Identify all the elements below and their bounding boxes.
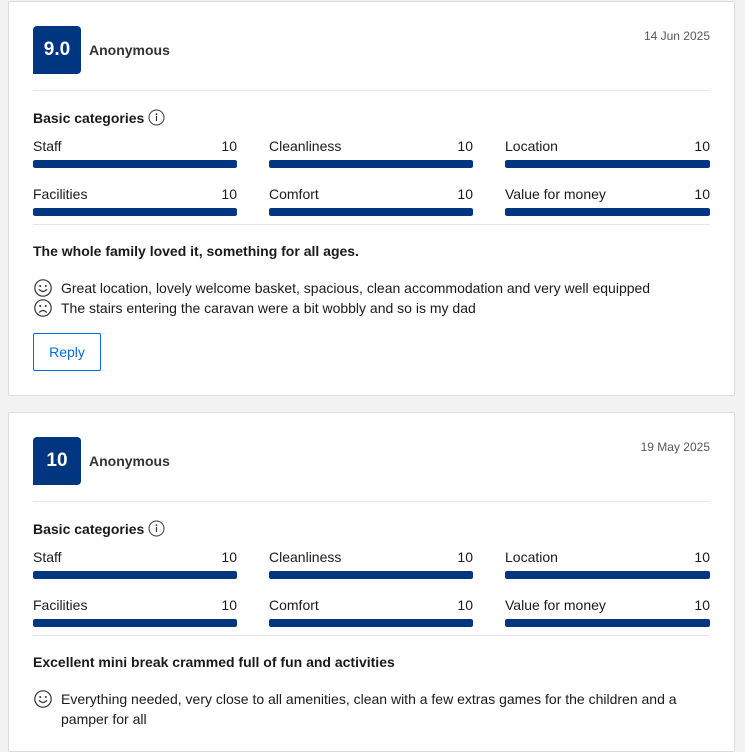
category-score-bar	[505, 208, 710, 216]
category-score-bar	[33, 160, 237, 168]
category-score-fill	[269, 619, 473, 627]
positive-comment-text: Great location, lovely welcome basket, spacious, clean accommodation and very well equipped	[61, 280, 651, 296]
category-name: Staff	[33, 549, 62, 565]
category-name: Cleanliness	[269, 549, 342, 565]
category-score-fill	[269, 571, 473, 579]
category-score-fill	[33, 619, 237, 627]
category-score-fill	[269, 160, 473, 168]
category-score: 10	[694, 138, 710, 154]
reviewer-name: Anonymous	[89, 42, 170, 58]
category-value-for-money	[505, 186, 710, 220]
category-scores	[33, 138, 712, 220]
positive-comment-text: Everything needed, very close to all amenities, clean with a few extras games for the children and a pamper for all	[61, 691, 677, 727]
category-name: Location	[505, 549, 558, 565]
category-score-bar	[505, 160, 710, 168]
review-score-badge: 9.0	[33, 26, 81, 74]
category-score-fill	[33, 571, 237, 579]
review-date: 19 May 2025	[640, 440, 710, 454]
category-score: 10	[694, 597, 710, 613]
category-score-bar	[505, 571, 710, 579]
category-name: Comfort	[269, 186, 319, 202]
category-name: Staff	[33, 138, 62, 154]
category-score-bar	[269, 571, 473, 579]
category-value-for-money	[505, 597, 710, 631]
category-name: Location	[505, 138, 558, 154]
category-comfort	[269, 597, 473, 631]
category-score: 10	[221, 138, 237, 154]
category-facilities	[33, 597, 237, 631]
category-score: 10	[457, 597, 473, 613]
review-score-badge: 10	[33, 437, 81, 485]
category-name: Value for money	[505, 186, 606, 202]
smiley-face-icon	[33, 689, 53, 709]
categories-heading	[33, 109, 165, 126]
category-staff	[33, 138, 237, 172]
category-score-fill	[33, 208, 237, 216]
review-feedback	[33, 689, 712, 729]
category-score: 10	[694, 186, 710, 202]
categories-heading	[33, 520, 165, 537]
divider	[33, 501, 710, 502]
info-circle-icon[interactable]	[148, 109, 165, 126]
category-score-bar	[33, 208, 237, 216]
positive-comment	[33, 278, 712, 298]
categories-heading-label: Basic categories	[33, 109, 145, 126]
category-score-fill	[505, 160, 710, 168]
category-name: Facilities	[33, 597, 88, 613]
category-score-fill	[505, 619, 710, 627]
category-score-fill	[33, 160, 237, 168]
category-name: Cleanliness	[269, 138, 342, 154]
category-name: Facilities	[33, 186, 88, 202]
category-score-bar	[269, 208, 473, 216]
review-feedback	[33, 278, 712, 318]
categories-heading-label: Basic categories	[33, 520, 145, 537]
category-score-bar	[269, 619, 473, 627]
category-name: Comfort	[269, 597, 319, 613]
info-circle-icon[interactable]	[148, 520, 165, 537]
category-score-fill	[269, 208, 473, 216]
category-score: 10	[457, 549, 473, 565]
review-title: The whole family loved it, something for all ages.	[33, 243, 359, 259]
divider	[33, 635, 710, 636]
category-score-bar	[33, 619, 237, 627]
review-title: Excellent mini break crammed full of fun and activities	[33, 654, 395, 670]
category-score-bar	[269, 160, 473, 168]
category-cleanliness	[269, 549, 473, 583]
category-score-bar	[505, 619, 710, 627]
category-score: 10	[694, 549, 710, 565]
reply-button[interactable]: Reply	[33, 333, 101, 371]
positive-comment	[33, 689, 712, 729]
reviewer-name: Anonymous	[89, 453, 170, 469]
negative-comment-text: The stairs entering the caravan were a bit wobbly and so is my dad	[61, 300, 476, 316]
category-score: 10	[457, 186, 473, 202]
category-comfort	[269, 186, 473, 220]
category-score-bar	[33, 571, 237, 579]
category-name: Value for money	[505, 597, 606, 613]
category-facilities	[33, 186, 237, 220]
category-location	[505, 138, 710, 172]
negative-comment	[33, 298, 712, 318]
category-score: 10	[221, 549, 237, 565]
category-score: 10	[221, 597, 237, 613]
category-score: 10	[221, 186, 237, 202]
review-date: 14 Jun 2025	[643, 29, 710, 43]
category-score: 10	[457, 138, 473, 154]
divider	[33, 224, 710, 225]
category-score-fill	[505, 208, 710, 216]
category-score-fill	[505, 571, 710, 579]
review-card	[8, 412, 735, 752]
category-scores	[33, 549, 712, 631]
category-cleanliness	[269, 138, 473, 172]
category-location	[505, 549, 710, 583]
divider	[33, 90, 710, 91]
review-card	[8, 1, 735, 396]
smiley-face-icon	[33, 278, 53, 298]
sad-face-icon	[33, 298, 53, 318]
category-staff	[33, 549, 237, 583]
